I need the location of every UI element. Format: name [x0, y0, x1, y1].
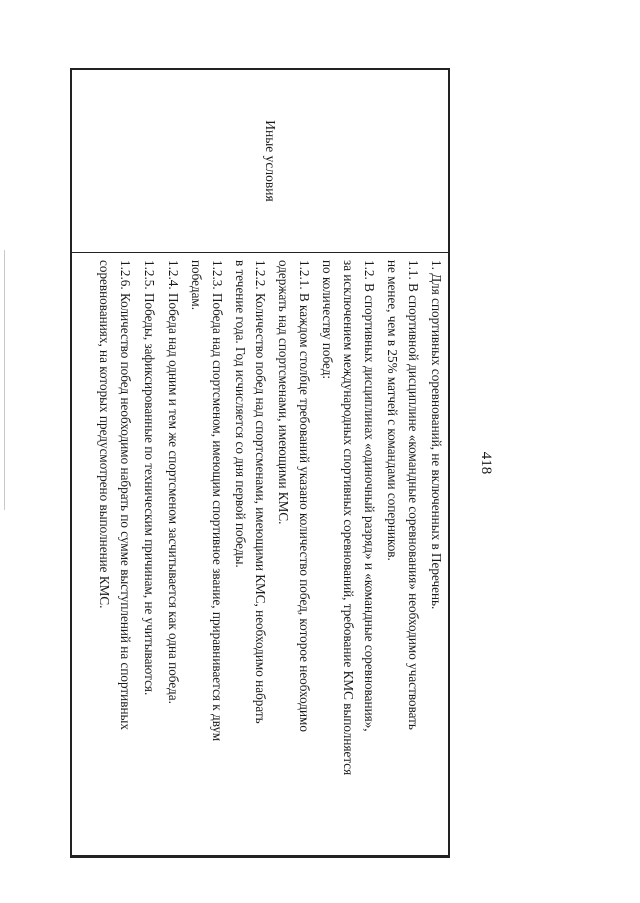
content-line: победам.: [189, 260, 204, 311]
content-line: 1.2.1. В каждом столбце требований указано количество побед, которое необходимо: [297, 260, 312, 732]
content-line: 1. Для спортивных соревнований, не включенных в Перечень.: [429, 260, 444, 610]
conditions-table: [70, 68, 450, 858]
content-line: 1.2.3. Победа над спортсменом, имеющим спортивное звание, приравнивается к двум: [210, 260, 225, 742]
content-line: не менее, чем в 25% матчей с командами соперников.: [385, 260, 400, 561]
content-line: соревнованиях, на которых предусмотрено выполнение КМС.: [97, 260, 112, 609]
row-label: Иные условия: [263, 120, 278, 202]
rotated-page-content: [70, 68, 494, 858]
row-label-cell: [72, 70, 448, 253]
content-line: 1.2.2. Количество побед над спортсменами, имеющими КМС, необходимо набрать: [253, 260, 268, 724]
content-line: 1.2. В спортивных дисциплинах «одиночный разряд» и «командные соревнования»,: [362, 260, 377, 732]
content-line: 1.2.4. Победа над одним и тем же спортсменом засчитывается как одна победа.: [166, 260, 181, 704]
content-line: за исключением международных спортивных соревнований, требование КМС выполняется: [341, 260, 356, 776]
content-line: 1.1. В спортивной дисциплине «командные соревнования» необходимо участвовать: [406, 260, 421, 730]
content-line: 1.2.5. Победы, зафиксированные по техническим причинам, не учитываются.: [142, 260, 157, 696]
content-line: в течение года. Год исчисляется со дня первой победы.: [233, 260, 248, 568]
content-line: 1.2.6. Количество побед необходимо набрать по сумме выступлений на спортивных: [118, 260, 133, 730]
content-line: по количеству побед:: [320, 260, 335, 380]
content-cell: [72, 256, 448, 856]
content-line: одержать над спортсменами, имеющими КМС.: [276, 260, 291, 525]
page-number: 418: [478, 451, 494, 475]
scan-edge-mark: [4, 250, 5, 510]
